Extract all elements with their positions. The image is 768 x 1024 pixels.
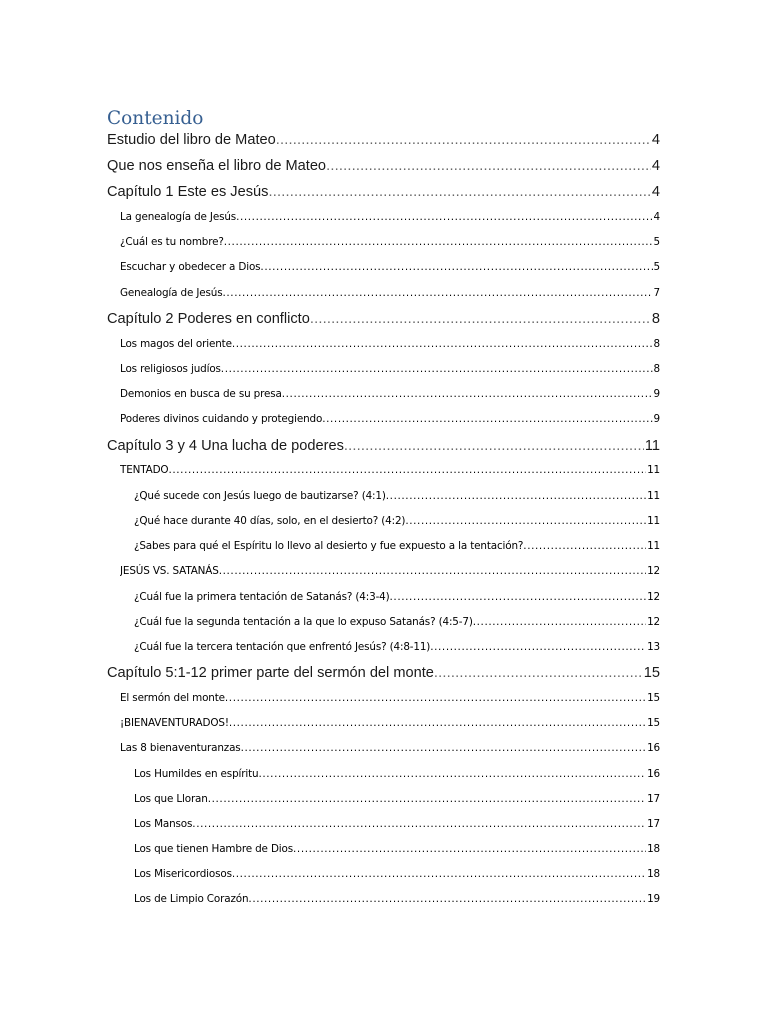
toc-entry-title: Capítulo 5:1-12 primer parte del sermón del monte [107, 665, 434, 681]
toc-entry-title: Los de Limpio Corazón [134, 893, 249, 905]
toc-entry-title: Las 8 bienaventuranzas [120, 742, 241, 754]
toc-entry-title: ¿Qué sucede con Jesús luego de bautizarse? (4:1) [134, 490, 386, 502]
toc-entry-title: ¿Cuál fue la primera tentación de Satanás? (4:3-4) [134, 591, 390, 603]
toc-entry-page-number: 12 [647, 616, 660, 628]
toc-entry[interactable] [134, 586, 660, 608]
dot-leader [268, 180, 650, 204]
toc-entry[interactable] [120, 687, 660, 709]
toc-entry[interactable] [120, 408, 660, 430]
toc-entry-page-number: 4 [651, 184, 660, 200]
toc-entry-title: Los magos del oriente [120, 338, 232, 350]
dot-leader [386, 485, 646, 507]
toc-entry[interactable] [120, 333, 660, 355]
toc-entry-page-number: 9 [653, 413, 660, 425]
toc-entry-title: Escuchar y obedecer a Dios [120, 261, 261, 273]
toc-entry-title: Capítulo 2 Poderes en conflicto [107, 311, 310, 327]
dot-leader [430, 636, 646, 658]
toc-entry[interactable] [120, 256, 660, 278]
toc-entry-title: Demonios en busca de su presa [120, 388, 282, 400]
toc-entry-page-number: 4 [653, 211, 660, 223]
toc-entry-title: ¿Cuál es tu nombre? [120, 236, 224, 248]
toc-entry-page-number: 4 [651, 158, 660, 174]
dot-leader [260, 256, 652, 278]
toc-entry-page-number: 7 [653, 287, 660, 299]
dot-leader [434, 661, 643, 685]
dot-leader [221, 358, 653, 380]
toc-entry-page-number: 18 [647, 868, 660, 880]
dot-leader [473, 611, 646, 633]
dot-leader [192, 813, 646, 835]
dot-leader [523, 535, 646, 557]
toc-entry[interactable] [120, 206, 660, 228]
toc-entry-page-number: 11 [647, 515, 660, 527]
toc-entry-page-number: 8 [653, 363, 660, 375]
toc-entry-title: Poderes divinos cuidando y protegiendo [120, 413, 323, 425]
toc-entry[interactable] [134, 611, 660, 633]
toc-entry[interactable] [107, 154, 660, 178]
dot-leader [322, 408, 652, 430]
dot-leader [232, 333, 653, 355]
toc-entry-page-number: 16 [647, 768, 660, 780]
dot-leader [276, 128, 651, 152]
toc-entry-title: ¿Sabes para qué el Espíritu lo llevo al desierto y fue expuesto a la tentación? [134, 540, 524, 552]
dot-leader [405, 510, 646, 532]
toc-entry-title: Estudio del libro de Mateo [107, 132, 276, 148]
toc-heading: Contenido [107, 108, 204, 129]
dot-leader [390, 586, 647, 608]
dot-leader [344, 434, 644, 458]
toc-entry[interactable] [120, 383, 660, 405]
toc-entry-page-number: 5 [653, 261, 660, 273]
toc-entry-title: Capítulo 3 y 4 Una lucha de poderes [107, 438, 344, 454]
toc-entry[interactable] [120, 231, 660, 253]
toc-entry-page-number: 19 [647, 893, 660, 905]
toc-entry-title: Los Humildes en espíritu [134, 768, 259, 780]
toc-entry-title: ¡BIENAVENTURADOS! [120, 717, 229, 729]
toc-entry-title: El sermón del monte [120, 692, 225, 704]
dot-leader [224, 231, 653, 253]
toc-entry-page-number: 5 [653, 236, 660, 248]
toc-entry-title: Capítulo 1 Este es Jesús [107, 184, 269, 200]
dot-leader [223, 282, 653, 304]
toc-entry[interactable] [134, 838, 660, 860]
toc-entry[interactable] [134, 535, 660, 557]
toc-entry-title: Los religiosos judíos [120, 363, 221, 375]
dot-leader [232, 863, 646, 885]
dot-leader [241, 737, 647, 759]
toc-entry-page-number: 11 [647, 490, 660, 502]
toc-entry[interactable] [120, 560, 660, 582]
toc-entry-title: ¿Cuál fue la tercera tentación que enfrentó Jesús? (4:8-11) [134, 641, 431, 653]
dot-leader [208, 788, 646, 810]
toc-entry[interactable] [134, 485, 660, 507]
dot-leader [282, 383, 653, 405]
toc-entry-page-number: 8 [653, 338, 660, 350]
toc-entry-page-number: 15 [643, 665, 660, 681]
toc-entry-page-number: 12 [647, 591, 660, 603]
toc-entry-title: La genealogía de Jesús [120, 211, 237, 223]
toc-entry-title: Los que tienen Hambre de Dios [134, 843, 294, 855]
toc-entry[interactable] [120, 712, 660, 734]
toc-entry[interactable] [134, 510, 660, 532]
toc-entry-page-number: 8 [651, 311, 660, 327]
toc-entry-title: Genealogía de Jesús [120, 287, 223, 299]
toc-entry-title: Los Mansos [134, 818, 193, 830]
dot-leader [293, 838, 646, 860]
dot-leader [326, 154, 651, 178]
dot-leader [310, 307, 651, 331]
toc-entry[interactable] [107, 180, 660, 204]
dot-leader [236, 206, 652, 228]
toc-entry-title: ¿Cuál fue la segunda tentación a la que lo expuso Satanás? (4:5-7) [134, 616, 473, 628]
toc-entry-page-number: 15 [647, 692, 660, 704]
toc-entry-page-number: 18 [647, 843, 660, 855]
toc-entry-title: ¿Qué hace durante 40 días, solo, en el desierto? (4:2) [134, 515, 406, 527]
toc-entry[interactable] [134, 863, 660, 885]
toc-entry[interactable] [107, 128, 660, 152]
toc-entry-page-number: 16 [647, 742, 660, 754]
toc-entry[interactable] [134, 788, 660, 810]
toc-entry[interactable] [107, 434, 660, 458]
toc-entry[interactable] [134, 888, 660, 910]
dot-leader [225, 687, 646, 709]
dot-leader [248, 888, 646, 910]
toc-entry-page-number: 11 [644, 438, 660, 454]
toc-entry[interactable] [134, 636, 660, 658]
toc-entry-title: Que nos enseña el libro de Mateo [107, 158, 327, 174]
toc-entry-title: Los Misericordiosos [134, 868, 232, 880]
toc-entry[interactable] [107, 307, 660, 331]
toc-entry-title: TENTADO [120, 464, 169, 476]
toc-entry-title: JESÚS VS. SATANÁS [120, 565, 219, 577]
dot-leader [219, 560, 646, 582]
toc-entry-page-number: 17 [647, 818, 660, 830]
toc-entry[interactable] [134, 813, 660, 835]
toc-entry-page-number: 12 [647, 565, 660, 577]
toc-entry-page-number: 15 [647, 717, 660, 729]
toc-entry[interactable] [120, 358, 660, 380]
toc-entry-page-number: 17 [647, 793, 660, 805]
toc-entry[interactable] [107, 661, 660, 685]
toc-entry[interactable] [134, 763, 660, 785]
dot-leader [229, 712, 646, 734]
toc-entry[interactable] [120, 737, 660, 759]
toc-entry-page-number: 4 [651, 132, 660, 148]
toc-entry[interactable] [120, 459, 660, 481]
toc-entry-page-number: 11 [647, 464, 660, 476]
dot-leader [168, 459, 646, 481]
toc-entry-page-number: 11 [647, 540, 660, 552]
toc-entry-title: Los que Lloran [134, 793, 208, 805]
toc-entry-page-number: 9 [653, 388, 660, 400]
toc-entry[interactable] [120, 282, 660, 304]
dot-leader [258, 763, 646, 785]
toc-entry-page-number: 13 [647, 641, 660, 653]
